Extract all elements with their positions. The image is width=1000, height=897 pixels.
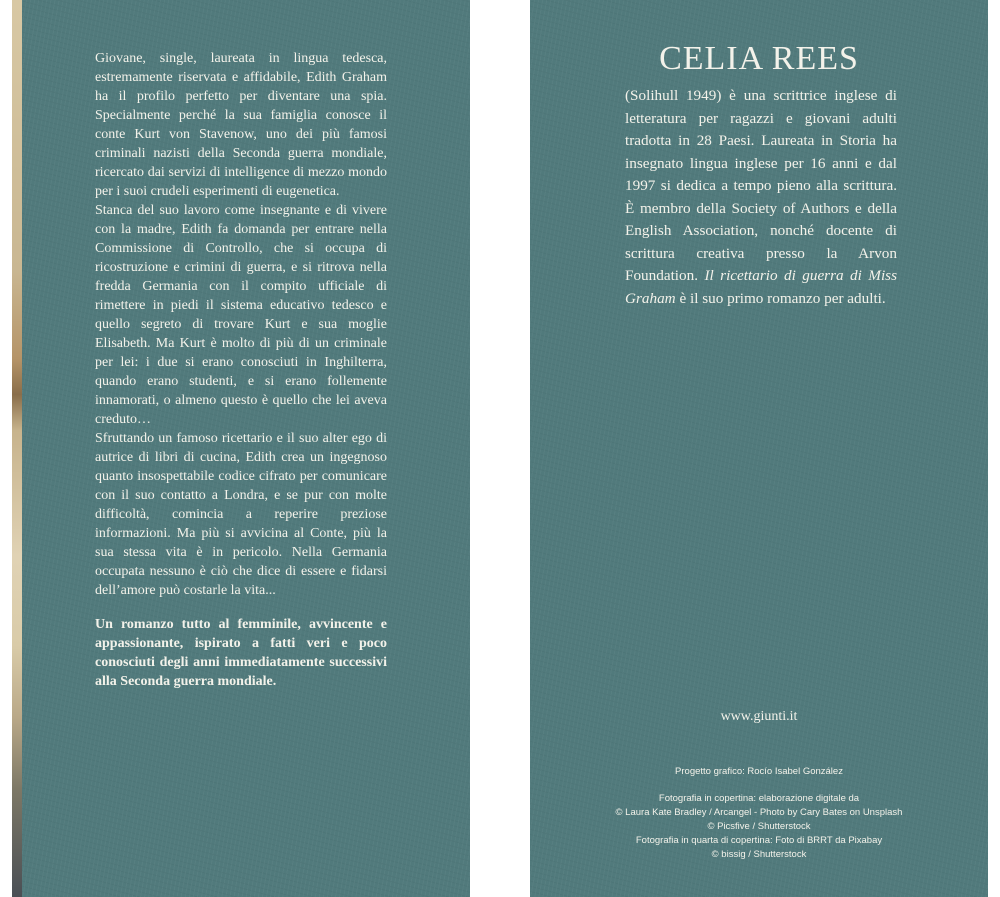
photo-credits [530, 792, 988, 862]
photo-credit-line: © Laura Kate Bradley / Arcangel - Photo by Cary Bates on Unsplash [615, 807, 903, 818]
photo-credit-line: © Picsfive / Shutterstock [707, 821, 811, 832]
photo-credit-line: Fotografia in quarta di copertina: Foto di BRRT da Pixabay [635, 835, 883, 846]
synopsis-paragraph-1: Giovane, single, laureata in lingua tedesca, estremamente riservata e affidabile, Edith Graham ha il profilo perfetto per diventare una spia. Specialmente perché la sua famiglia conosce il conte Kurt von Stavenow, uno dei più famosi criminali nazisti della Seconda guerra mondiale, ricercato dai servizi di intelligence di mezzo mondo per i suoi crudeli esperimenti di eugenetica. [95, 51, 387, 199]
author-bio-text: (Solihull 1949) è una scrittrice inglese di letteratura per ragazzi e giovani adulti tradotta in 28 Paesi. Laureata in Storia ha insegnato lingua inglese per 16 anni e dal 1997 si dedica a tempo pieno alla scrittura. È membro della Society of Authors e della English Association, nonché docente di scrittura creativa presso la Arvon Foundation. [625, 87, 897, 284]
design-credit [530, 765, 988, 779]
photo-credit-line: © bissig / Shutterstock [711, 849, 807, 860]
author-name: CELIA REES [659, 40, 859, 77]
author-bio-book-title: Il ricettario di guerra di Miss Graham [625, 267, 897, 307]
synopsis-paragraph-3: Sfruttando un famoso ricettario e il suo alter ego di autrice di libri di cucina, Edith crea un ingegnoso quanto insospettabile codice cifrato per comunicare con il suo contatto a Londra, e se pur con molte difficoltà, comincia a reperire preziose informazioni. Ma più si avvicina al Conte, più la sua stessa vita è in pericolo. Nella Germania occupata nessuno è ciò che dice di essere e fidarsi dell’amore può costarle la vita... [95, 431, 387, 598]
author-bio [625, 85, 897, 310]
synopsis-paragraph-2: Stanca del suo lavoro come insegnante e di vivere con la madre, Edith fa domanda per entrare nella Commissione di Controllo, che si occupa di ricostruzione e crimini di guerra, e si ritrova nella fredda Germania con il compito ufficiale di rimettere in piedi il sistema educativo tedesco e quello segreto di trovare Kurt e sua moglie Elisabeth. Ma Kurt è molto di più di un criminale per lei: i due si erano conosciuti in Inghilterra, quando erano studenti, e si erano follemente innamorati, o almeno questo è quello che lei aveva creduto… [95, 203, 387, 427]
synopsis [95, 49, 387, 691]
publisher-website[interactable]: www.giunti.it [720, 709, 798, 724]
design-credit-line: Progetto grafico: Rocío Isabel González [675, 766, 843, 777]
photo-credit-line: Fotografia in copertina: elaborazione digitale da [658, 793, 860, 804]
synopsis-closing: Un romanzo tutto al femminile, avvincente e appassionante, ispirato a fatti veri e poco conosciuti degli anni immediatamente successivi alla Seconda guerra mondiale. [95, 617, 387, 689]
author-bio-end: è il suo primo romanzo per adulti. [679, 289, 886, 307]
